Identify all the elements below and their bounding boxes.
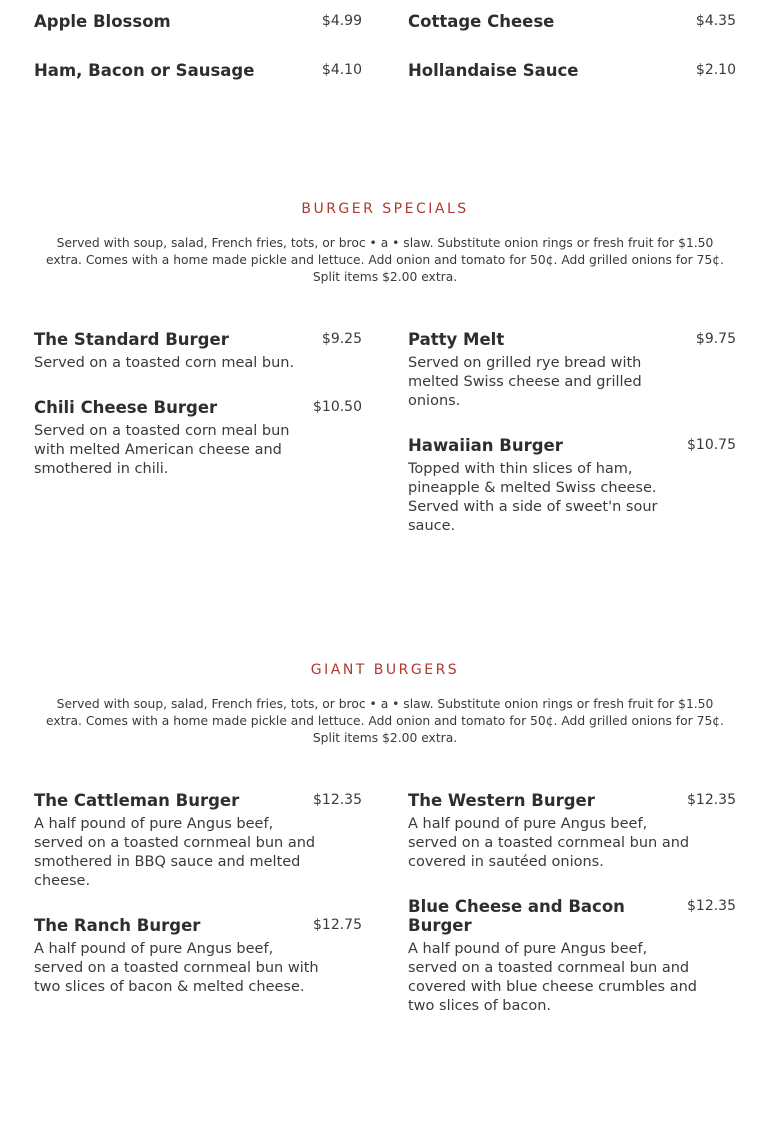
- menu-item: [408, 897, 736, 1016]
- item-name: The Standard Burger: [34, 330, 229, 349]
- item-description: A half pound of pure Angus beef, served on a toasted cornmeal bun with two slices of bacon & melted cheese.: [34, 941, 319, 995]
- section-note-giant-burgers: Served with soup, salad, French fries, tots, or broc • a • slaw. Substitute onion rings or fresh fruit for $1.50 extra. Comes with a home made pickle and lettuce. Add onion and tomato for 50¢. Add grilled onions for 75¢. Split items $2.00 extra.: [45, 697, 725, 745]
- item-price: $12.75: [313, 917, 362, 933]
- item-description: A half pound of pure Angus beef, served on a toasted cornmeal bun and covered with blue cheese crumbles and two slices of bacon.: [408, 941, 697, 1014]
- item-name: Apple Blossom: [34, 12, 171, 31]
- item-description: A half pound of pure Angus beef, served on a toasted cornmeal bun and covered in sautéed onions.: [408, 816, 690, 870]
- item-price: $9.25: [321, 331, 362, 347]
- burger-specials-right-column: [408, 330, 736, 536]
- burger-specials-left-column: [34, 330, 362, 536]
- item-price: $12.35: [687, 898, 736, 914]
- giant-burgers-right-column: [408, 791, 736, 1016]
- menu-item: [34, 791, 362, 891]
- item-description: Served on a toasted corn meal bun.: [34, 355, 295, 371]
- menu-item: [34, 330, 362, 373]
- menu-item: [408, 61, 736, 80]
- burger-specials-grid: [34, 330, 736, 536]
- item-name: Ham, Bacon or Sausage: [34, 61, 255, 80]
- item-price: $10.75: [687, 437, 736, 453]
- menu-item: [34, 61, 362, 80]
- section-title-burger-specials: BURGER SPECIALS: [301, 201, 469, 217]
- item-name: Hawaiian Burger: [408, 436, 563, 455]
- item-description: A half pound of pure Angus beef, served on a toasted cornmeal bun and smothered in BBQ sauce and melted cheese.: [34, 816, 316, 889]
- item-price: $12.35: [313, 792, 362, 808]
- menu-item: [408, 791, 736, 872]
- item-price: $4.99: [321, 13, 362, 29]
- item-description: Served on grilled rye bread with melted Swiss cheese and grilled onions.: [408, 355, 642, 409]
- item-price: $9.75: [695, 331, 736, 347]
- menu-item: [34, 12, 362, 31]
- menu-item: [34, 916, 362, 997]
- item-name: Patty Melt: [408, 330, 505, 349]
- menu-item: [408, 12, 736, 31]
- top-items-right-column: [408, 12, 736, 80]
- giant-burgers-grid: [34, 791, 736, 1016]
- section-title-giant-burgers: GIANT BURGERS: [310, 662, 460, 678]
- item-name: Chili Cheese Burger: [34, 398, 218, 417]
- item-price: $12.35: [687, 792, 736, 808]
- item-description: Served on a toasted corn meal bun with melted American cheese and smothered in chili.: [34, 423, 290, 477]
- top-items-left-column: [34, 12, 362, 80]
- item-name: Blue Cheese and Bacon Burger: [408, 897, 625, 935]
- item-price: $4.10: [321, 62, 362, 78]
- item-name: Hollandaise Sauce: [408, 61, 579, 80]
- item-name: The Cattleman Burger: [34, 791, 240, 810]
- menu-item: [408, 436, 736, 536]
- item-name: The Ranch Burger: [34, 916, 201, 935]
- top-items-grid: [34, 12, 736, 80]
- menu-item: [408, 330, 736, 411]
- item-price: $4.35: [695, 13, 736, 29]
- item-price: $10.50: [313, 399, 362, 415]
- item-name: Cottage Cheese: [408, 12, 555, 31]
- item-name: The Western Burger: [408, 791, 595, 810]
- giant-burgers-left-column: [34, 791, 362, 1016]
- item-price: $2.10: [695, 62, 736, 78]
- section-note-burger-specials: Served with soup, salad, French fries, tots, or broc • a • slaw. Substitute onion rings or fresh fruit for $1.50 extra. Comes with a home made pickle and lettuce. Add onion and tomato for 50¢. Add grilled onions for 75¢. Split items $2.00 extra.: [45, 236, 725, 284]
- menu-item: [34, 398, 362, 479]
- item-description: Topped with thin slices of ham, pineapple & melted Swiss cheese. Served with a side of sweet'n sour sauce.: [408, 461, 658, 534]
